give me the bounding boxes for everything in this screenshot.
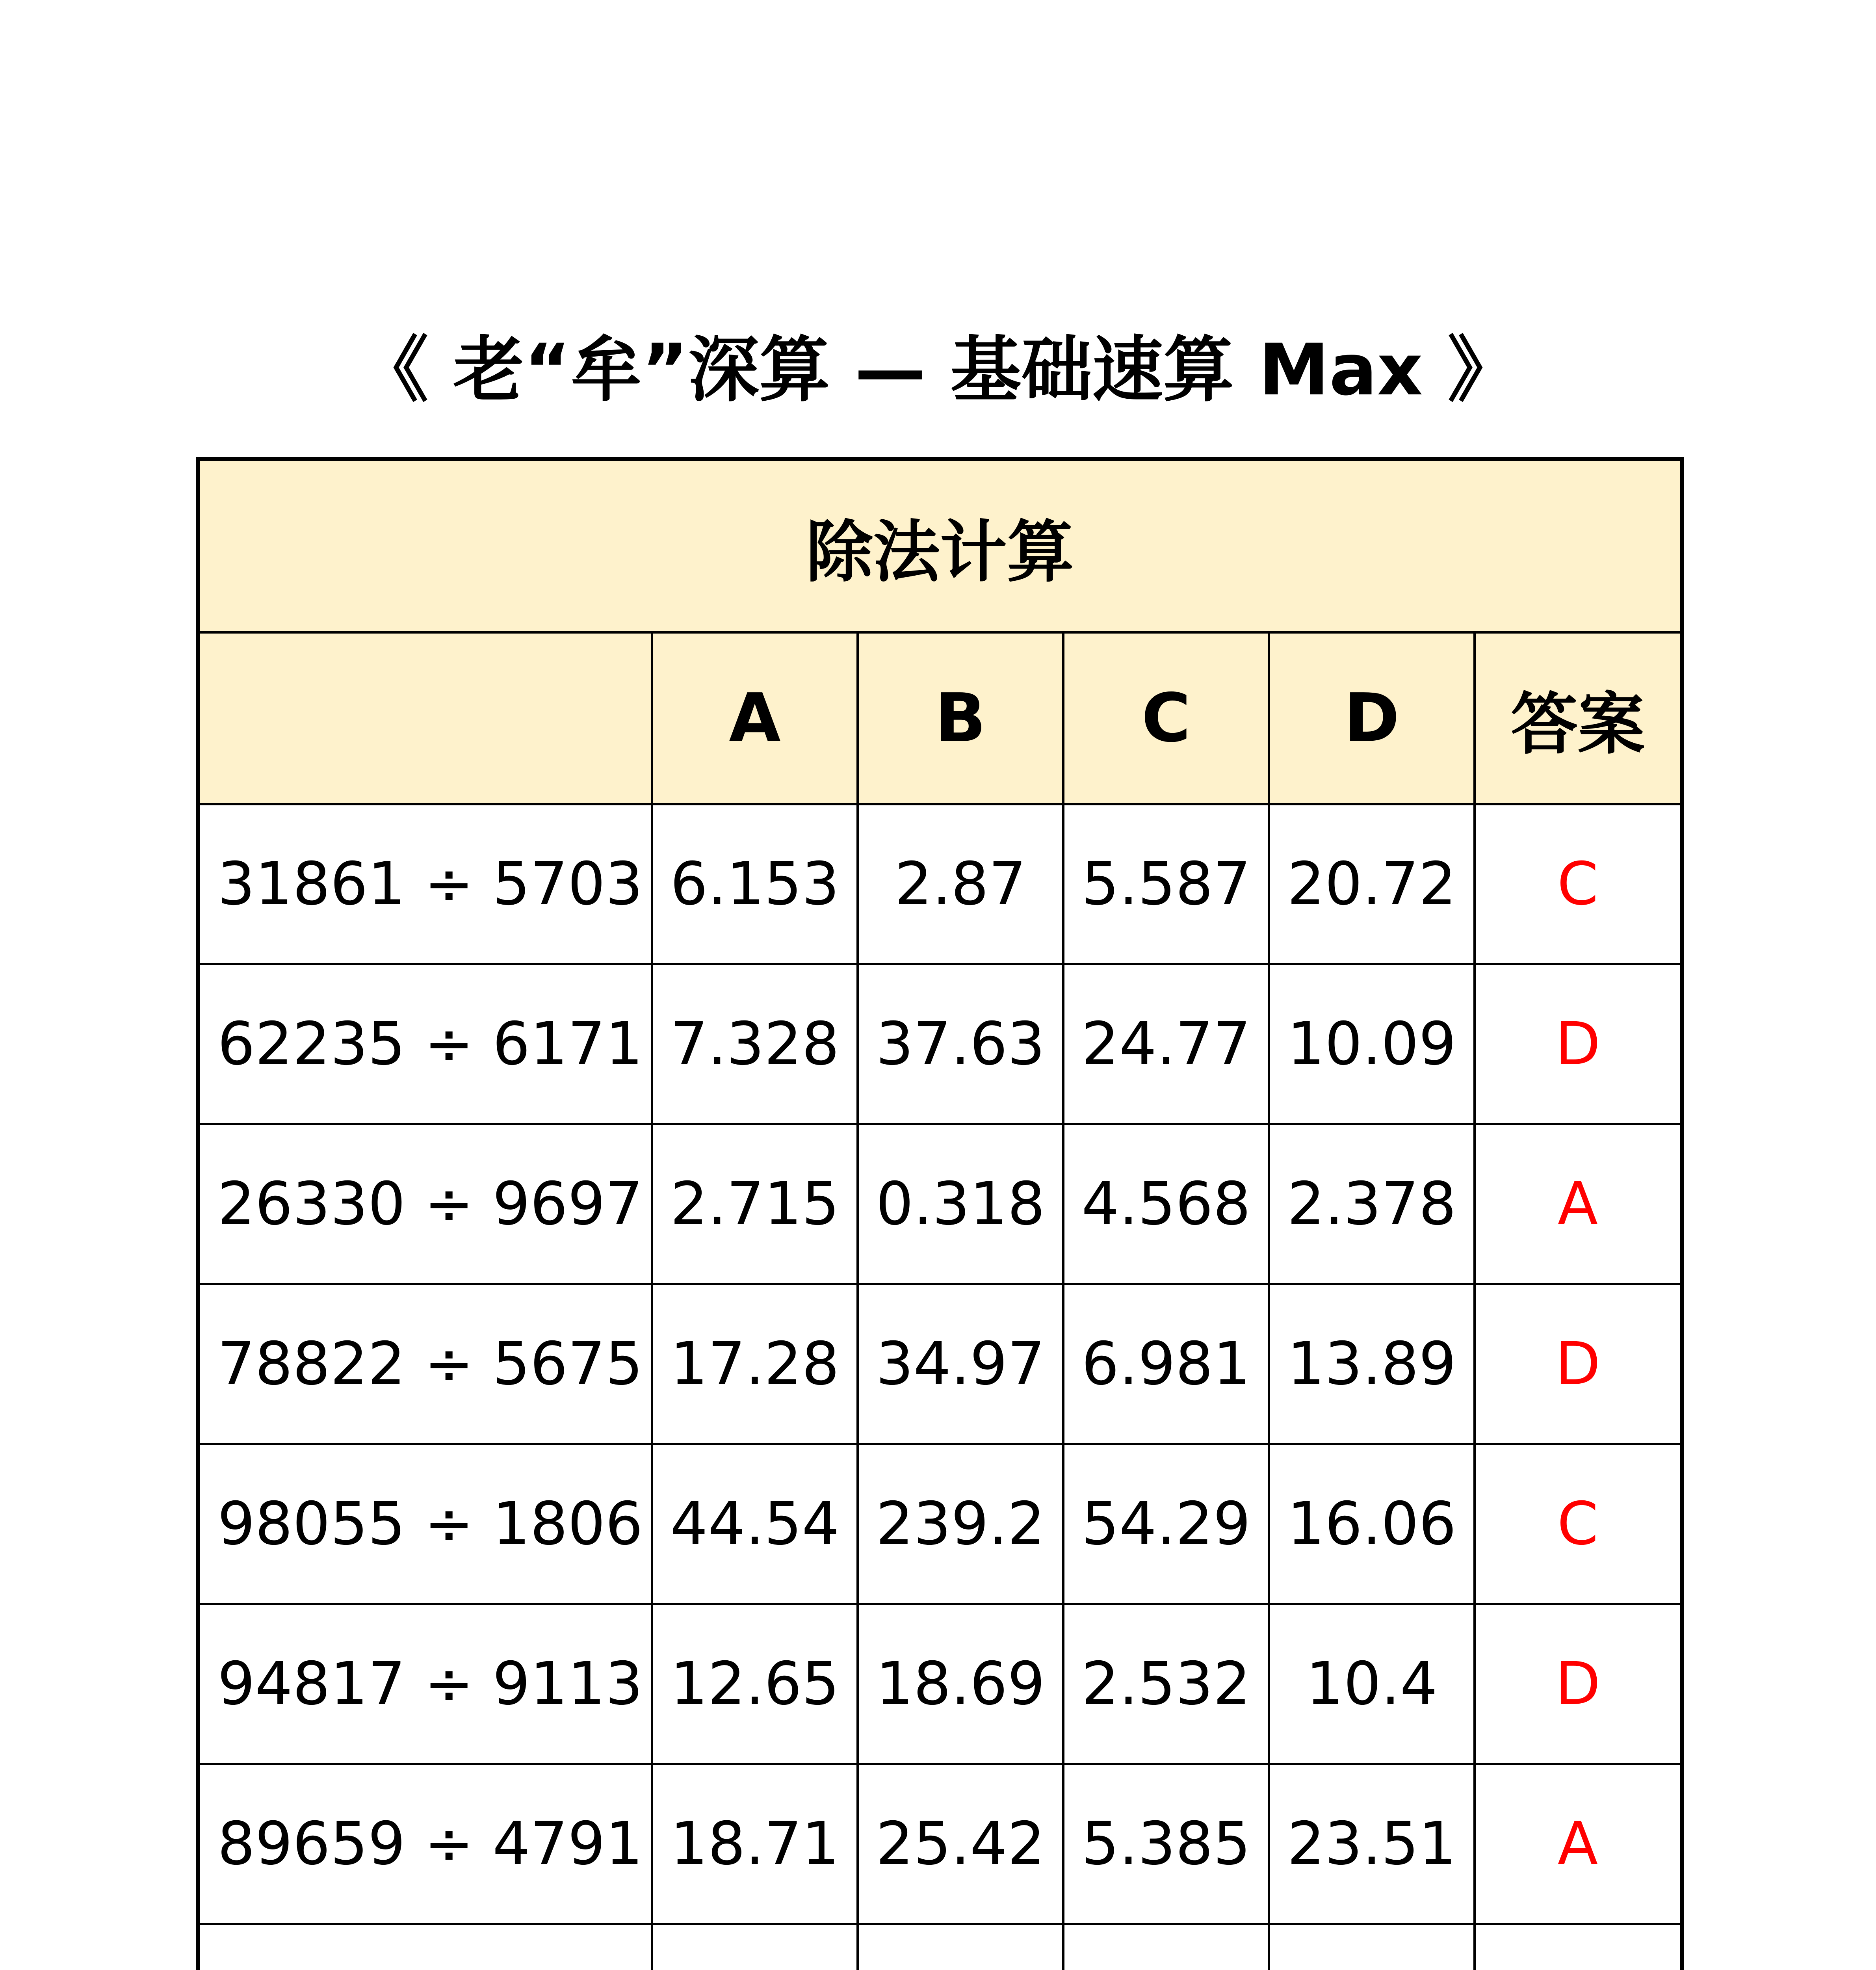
option-d-cell: 16.06 (1269, 1444, 1475, 1604)
option-d-cell: 23.51 (1269, 1764, 1475, 1924)
option-b-cell (858, 1924, 1063, 1970)
option-d-cell: 10.4 (1269, 1604, 1475, 1764)
option-d-cell: 2.378 (1269, 1124, 1475, 1284)
division-table (196, 457, 1684, 1970)
column-header-d: D (1269, 632, 1475, 804)
question-cell: 31861 ÷ 5703 (198, 804, 652, 964)
table-row (198, 1444, 1682, 1604)
answer-cell: D (1475, 964, 1682, 1124)
answer-cell: C (1475, 804, 1682, 964)
option-c-cell (1063, 1924, 1269, 1970)
option-d-cell: 10.09 (1269, 964, 1475, 1124)
option-c-cell: 4.568 (1063, 1124, 1269, 1284)
option-d-cell: 13.89 (1269, 1284, 1475, 1444)
option-b-cell: 37.63 (858, 964, 1063, 1124)
option-c-cell: 24.77 (1063, 964, 1269, 1124)
table-heading-row (198, 459, 1682, 632)
answer-cell: D (1475, 1604, 1682, 1764)
answer-cell: D (1475, 1284, 1682, 1444)
column-header-row (198, 632, 1682, 804)
table-row (198, 1924, 1682, 1970)
question-cell: 26330 ÷ 9697 (198, 1124, 652, 1284)
question-cell: 62235 ÷ 6171 (198, 964, 652, 1124)
option-a-cell: 44.54 (652, 1444, 858, 1604)
option-b-cell: 0.318 (858, 1124, 1063, 1284)
column-header-question (198, 632, 652, 804)
table-row (198, 1284, 1682, 1444)
option-a-cell: 17.28 (652, 1284, 858, 1444)
question-cell: 94817 ÷ 9113 (198, 1604, 652, 1764)
option-d-cell: 20.72 (1269, 804, 1475, 964)
option-b-cell: 34.97 (858, 1284, 1063, 1444)
table-row (198, 1604, 1682, 1764)
option-a-cell: 2.715 (652, 1124, 858, 1284)
table-row (198, 1124, 1682, 1284)
table-heading: 除法计算 (198, 459, 1682, 632)
page-title: 《 老“牟”深算 — 基础速算 Max 》 (357, 329, 1519, 411)
table-row (198, 964, 1682, 1124)
option-c-cell: 2.532 (1063, 1604, 1269, 1764)
answer-cell: A (1475, 1764, 1682, 1924)
option-a-cell (652, 1924, 858, 1970)
option-a-cell: 6.153 (652, 804, 858, 964)
option-a-cell: 12.65 (652, 1604, 858, 1764)
answer-cell: A (1475, 1124, 1682, 1284)
option-a-cell: 7.328 (652, 964, 858, 1124)
option-b-cell: 239.2 (858, 1444, 1063, 1604)
question-cell: 89659 ÷ 4791 (198, 1764, 652, 1924)
option-a-cell: 18.71 (652, 1764, 858, 1924)
answer-cell: C (1475, 1444, 1682, 1604)
table-row (198, 804, 1682, 964)
column-header-answer: 答案 (1475, 632, 1682, 804)
column-header-b: B (858, 632, 1063, 804)
option-b-cell: 25.42 (858, 1764, 1063, 1924)
option-c-cell: 6.981 (1063, 1284, 1269, 1444)
question-cell: 78822 ÷ 5675 (198, 1284, 652, 1444)
table-row (198, 1764, 1682, 1924)
column-header-a: A (652, 632, 858, 804)
question-cell (198, 1924, 652, 1970)
column-header-c: C (1063, 632, 1269, 804)
option-c-cell: 54.29 (1063, 1444, 1269, 1604)
question-cell: 98055 ÷ 1806 (198, 1444, 652, 1604)
option-c-cell: 5.385 (1063, 1764, 1269, 1924)
option-c-cell: 5.587 (1063, 804, 1269, 964)
option-b-cell: 2.87 (858, 804, 1063, 964)
option-d-cell (1269, 1924, 1475, 1970)
answer-cell (1475, 1924, 1682, 1970)
option-b-cell: 18.69 (858, 1604, 1063, 1764)
